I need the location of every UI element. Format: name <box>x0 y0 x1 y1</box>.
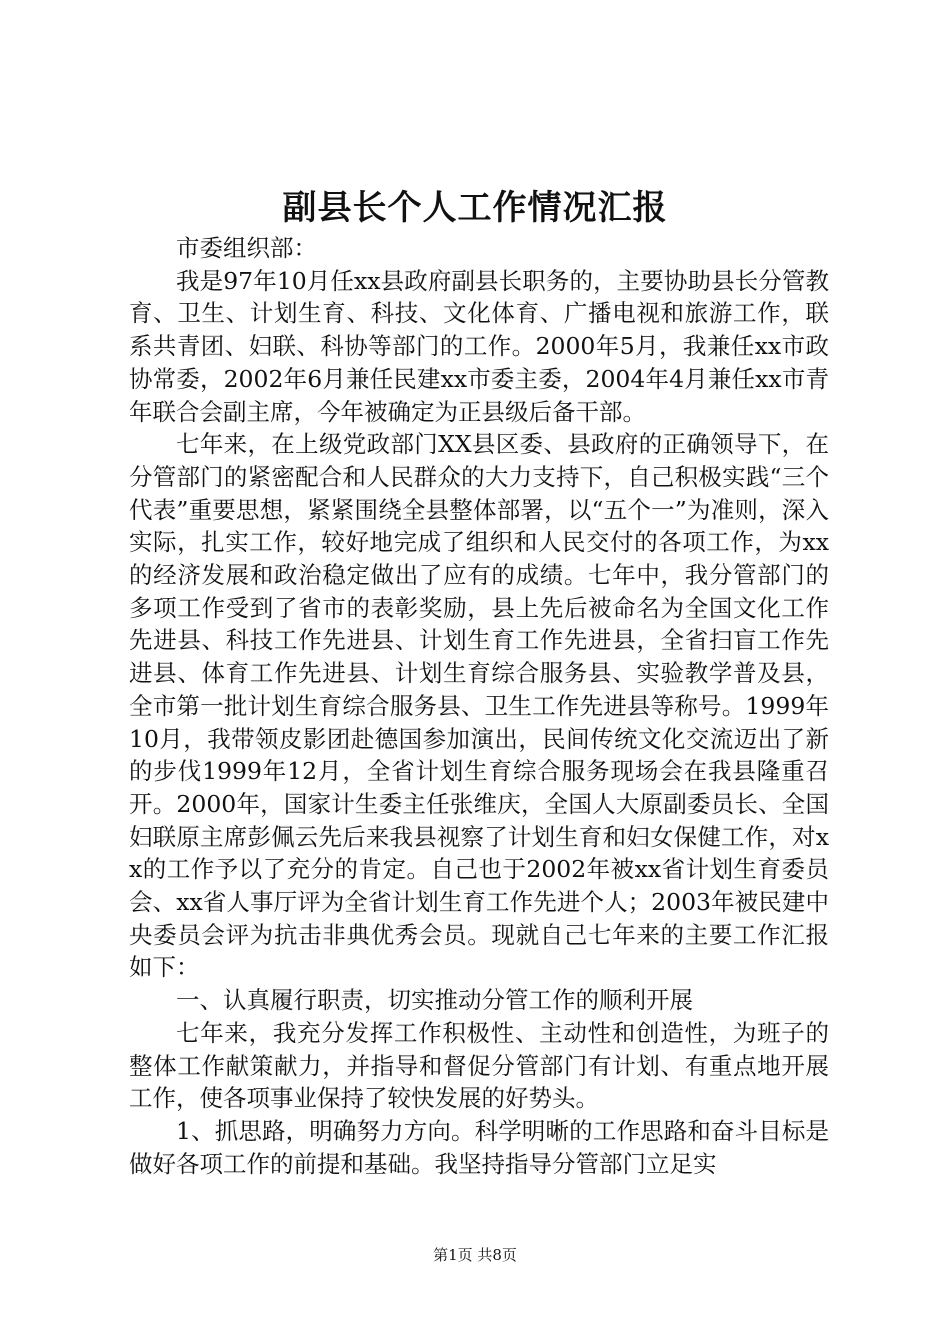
paragraph-point-1: 1、抓思路，明确努力方向。科学明晰的工作思路和奋斗目标是做好各项工作的前提和基础。我坚持指导分管部门立足实 <box>129 1116 829 1178</box>
document-title: 副县长个人工作情况汇报 <box>282 188 668 228</box>
paragraph-achievements: 七年来，在上级党政部门XX县区委、县政府的正确领导下，在分管部门的紧密配合和人民群众的大力支持下，自己积极实践“三个代表”重要思想，紧紧围绕全县整体部署，以“五个一”为准则，深入实际，扎实工作，较好地完成了组织和人民交付的各项工作，为xx的经济发展和政治稳定做出了应有的成绩。七年中，我分管部门的多项工作受到了省市的表彰奖励，县上先后被命名为全国文化工作先进县、科技工作先进县、计划生育工作先进县，全省扫盲工作先进县、体育工作先进县、计划生育综合服务县、实验教学普及县，全市第一批计划生育综合服务县、卫生工作先进县等称号。1999年10月，我带领皮影团赴德国参加演出，民间传统文化交流迈出了新的步伐1999年12月，全省计划生育综合服务现场会在我县隆重召开。2000年，国家计生委主任张维庆，全国人大原副委员长、全国妇联原主席彭佩云先后来我县视察了计划生育和妇女保健工作，对xx的工作予以了充分的肯定。自己也于2002年被xx省计划生育委员会、xx省人事厅评为全省计划生育工作先进个人；2003年被民建中央委员会评为抗击非典优秀会员。现就自己七年来的主要工作汇报如下： <box>129 430 829 982</box>
document-body <box>129 232 829 1180</box>
paragraph-intro: 我是97年10月任xx县政府副县长职务的，主要协助县长分管教育、卫生、计划生育、科技、文化体育、广播电视和旅游工作，联系共青团、妇联、科协等部门的工作。2000年5月，我兼任xx市政协常委，2002年6月兼任民建xx市委主委，2004年4月兼任xx市青年联合会副主席，今年被确定为正县级后备干部。 <box>129 266 829 426</box>
paragraph-section-1: 七年来，我充分发挥工作积极性、主动性和创造性，为班子的整体工作献策献力，并指导和督促分管部门有计划、有重点地开展工作，使各项事业保持了较快发展的好势头。 <box>129 1018 829 1113</box>
page-footer: 第1页 共8页 <box>433 1246 517 1264</box>
section-heading-1: 一、认真履行职责，切实推动分管工作的顺利开展 <box>176 986 693 1015</box>
salutation: 市委组织部： <box>176 234 317 262</box>
